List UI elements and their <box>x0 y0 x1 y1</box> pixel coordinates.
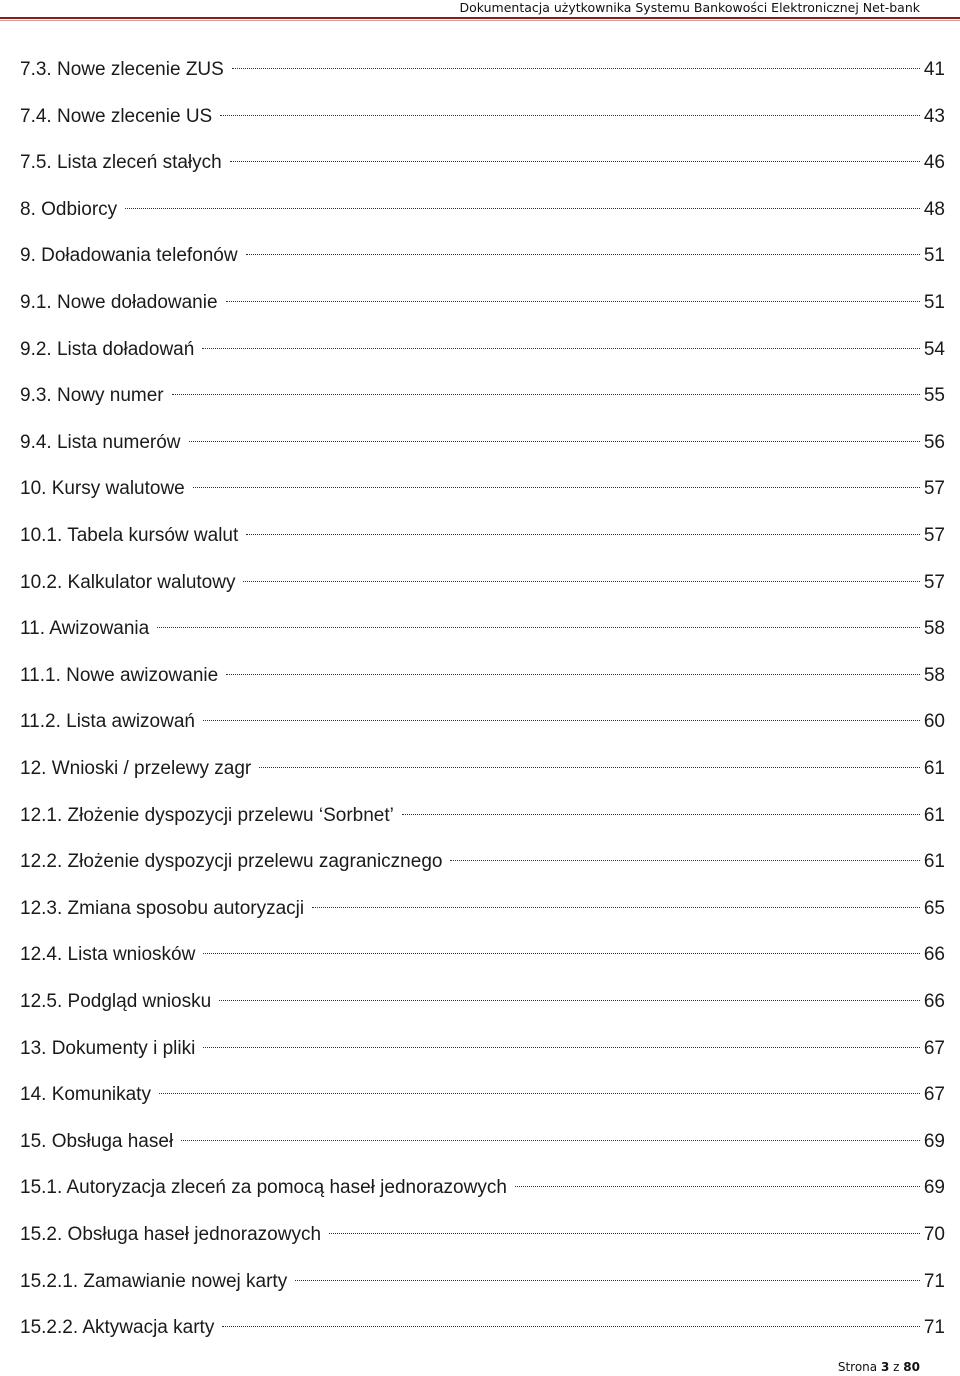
toc-dot-leader <box>246 231 920 261</box>
toc-dot-leader <box>203 697 920 727</box>
toc-entry-title: 8. Odbiorcy <box>20 198 118 220</box>
footer-current-page: 3 <box>880 1360 890 1374</box>
toc-entry-title: 9.4. Lista numerów <box>20 431 181 453</box>
toc-dot-leader <box>450 837 919 867</box>
toc-entry-title: 10.2. Kalkulator walutowy <box>20 571 236 593</box>
toc-entry-page: 41 <box>923 59 945 80</box>
toc-entry[interactable] <box>20 604 945 640</box>
footer-total-pages: 80 <box>903 1360 920 1374</box>
toc-entry-page: 43 <box>923 105 945 127</box>
toc-dot-leader <box>203 1024 920 1054</box>
toc-entry[interactable] <box>20 884 945 919</box>
toc-entry-title: 12.2. Złożenie dyspozycji przelewu zagranicznego <box>20 851 443 873</box>
toc-dot-leader <box>226 278 920 308</box>
toc-entry-title: 7.5. Lista zleceń stałych <box>20 152 222 174</box>
toc-entry-title: 15.1. Autoryzacja zleceń za pomocą haseł jednorazowych <box>20 1177 507 1199</box>
toc-entry-title: 9. Doładowania telefonów <box>20 245 238 267</box>
toc-dot-leader <box>402 791 920 821</box>
toc-entry-title: 9.2. Lista doładowań <box>20 338 195 360</box>
toc-dot-leader <box>259 744 920 774</box>
toc-entry[interactable] <box>20 1210 945 1245</box>
toc-dot-leader <box>220 92 920 122</box>
page-footer <box>838 1360 920 1374</box>
toc-entry-title: 10.1. Tabela kursów walut <box>20 525 239 546</box>
toc-entry-page: 57 <box>923 571 945 593</box>
toc-entry[interactable] <box>20 977 945 1012</box>
toc-entry[interactable] <box>20 744 945 779</box>
toc-entry-page: 71 <box>923 1317 945 1339</box>
toc-entry-title: 7.3. Nowe zlecenie ZUS <box>20 59 224 80</box>
toc-dot-leader <box>219 977 920 1007</box>
toc-entry-page: 46 <box>923 152 945 174</box>
toc-dot-leader <box>243 558 919 588</box>
toc-entry[interactable] <box>20 651 945 686</box>
toc-entry-page: 70 <box>923 1224 945 1245</box>
toc-entry[interactable] <box>20 511 945 546</box>
toc-dot-leader <box>232 45 920 75</box>
toc-entry-page: 58 <box>923 618 945 640</box>
toc-entry[interactable] <box>20 558 945 593</box>
toc-dot-leader <box>295 1257 920 1287</box>
toc-entry-page: 56 <box>923 431 945 453</box>
toc-entry[interactable] <box>20 697 945 733</box>
toc-entry[interactable] <box>20 791 945 826</box>
toc-dot-leader <box>202 325 920 355</box>
toc-entry-page: 51 <box>923 292 945 313</box>
footer-of: z <box>893 1360 900 1374</box>
toc-entry-title: 11.2. Lista awizowań <box>20 711 195 733</box>
page-header <box>0 0 960 20</box>
toc-entry-title: 11. Awizowania <box>20 618 150 640</box>
toc-entry-title: 10. Kursy walutowe <box>20 478 185 500</box>
toc-entry-title: 7.4. Nowe zlecenie US <box>20 105 213 127</box>
toc-entry[interactable] <box>20 418 945 453</box>
toc-dot-leader <box>312 884 920 914</box>
toc-entry-title: 12.5. Podgląd wniosku <box>20 991 212 1012</box>
toc-entry-title: 12. Wnioski / przelewy zagr <box>20 758 252 779</box>
toc-entry-title: 9.1. Nowe doładowanie <box>20 292 218 313</box>
toc-dot-leader <box>125 185 920 215</box>
toc-entry-page: 69 <box>923 1177 945 1199</box>
toc-entry-page: 66 <box>923 944 945 966</box>
toc-entry-title: 15.2. Obsługa haseł jednorazowych <box>20 1224 322 1245</box>
toc-entry[interactable] <box>20 325 945 360</box>
toc-entry-title: 12.4. Lista wniosków <box>20 944 196 966</box>
toc-entry-page: 61 <box>923 851 945 873</box>
footer-label: Strona <box>837 1360 878 1374</box>
toc-entry-title: 12.1. Złożenie dyspozycji przelewu ‘Sorbnet’ <box>20 804 394 826</box>
toc-entry-page: 58 <box>923 664 945 686</box>
toc-dot-leader <box>222 1303 920 1333</box>
toc-entry[interactable] <box>20 92 945 127</box>
toc-entry[interactable] <box>20 45 945 80</box>
header-title: Dokumentacja użytkownika Systemu Bankowości Elektronicznej Net-bank <box>459 0 920 15</box>
toc-entry-title: 15.2.1. Zamawianie nowej karty <box>20 1270 288 1292</box>
toc-entry-page: 57 <box>923 478 945 500</box>
toc-dot-leader <box>226 651 920 681</box>
toc-entry-page: 57 <box>923 525 945 546</box>
toc-dot-leader <box>189 418 920 448</box>
toc-entry[interactable] <box>20 1257 945 1292</box>
toc-entry[interactable] <box>20 1163 945 1199</box>
toc-dot-leader <box>515 1163 920 1193</box>
toc-entry[interactable] <box>20 138 945 174</box>
toc-entry-page: 67 <box>923 1037 945 1059</box>
toc-entry[interactable] <box>20 371 945 407</box>
toc-entry-page: 65 <box>923 897 945 919</box>
toc-dot-leader <box>329 1210 920 1240</box>
toc-entry[interactable] <box>20 185 945 220</box>
toc-dot-leader <box>230 138 920 168</box>
toc-entry[interactable] <box>20 464 945 500</box>
toc-entry-title: 15. Obsługa haseł <box>20 1130 174 1152</box>
toc-dot-leader <box>172 371 920 401</box>
toc-entry-page: 69 <box>923 1130 945 1152</box>
toc-entry[interactable] <box>20 1303 945 1339</box>
toc-dot-leader <box>159 1070 920 1100</box>
toc-entry-page: 51 <box>923 245 945 267</box>
toc-dot-leader <box>193 464 920 494</box>
toc-entry[interactable] <box>20 1024 945 1059</box>
toc-entry-page: 61 <box>923 758 945 779</box>
toc-entry-page: 71 <box>923 1270 945 1292</box>
toc-entry-title: 14. Komunikaty <box>20 1084 151 1106</box>
toc-entry[interactable] <box>20 231 945 267</box>
toc-entry-title: 13. Dokumenty i pliki <box>20 1037 196 1059</box>
toc-entry-page: 60 <box>923 711 945 733</box>
toc-entry-title: 12.3. Zmiana sposobu autoryzacji <box>20 897 305 919</box>
toc-dot-leader <box>157 604 920 634</box>
toc-dot-leader <box>203 930 920 960</box>
toc-dot-leader <box>246 511 920 541</box>
toc-entry[interactable] <box>20 278 945 313</box>
toc-entry-page: 48 <box>923 198 945 220</box>
toc-entry[interactable] <box>20 837 945 873</box>
toc-entry[interactable] <box>20 1070 945 1106</box>
toc-entry-page: 66 <box>923 991 945 1012</box>
toc-entry-page: 54 <box>923 338 945 360</box>
header-divider <box>0 17 960 19</box>
toc-entry[interactable] <box>20 930 945 966</box>
toc-entry-title: 9.3. Nowy numer <box>20 385 164 407</box>
toc-entry-page: 61 <box>923 804 945 826</box>
toc-entry-title: 11.1. Nowe awizowanie <box>20 664 219 686</box>
header-divider-secondary <box>0 20 960 21</box>
toc-entry[interactable] <box>20 1117 945 1152</box>
toc-entry-page: 67 <box>923 1084 945 1106</box>
toc-dot-leader <box>181 1117 920 1147</box>
toc-entry-title: 15.2.2. Aktywacja karty <box>20 1317 215 1339</box>
toc-entry-page: 55 <box>923 385 945 407</box>
